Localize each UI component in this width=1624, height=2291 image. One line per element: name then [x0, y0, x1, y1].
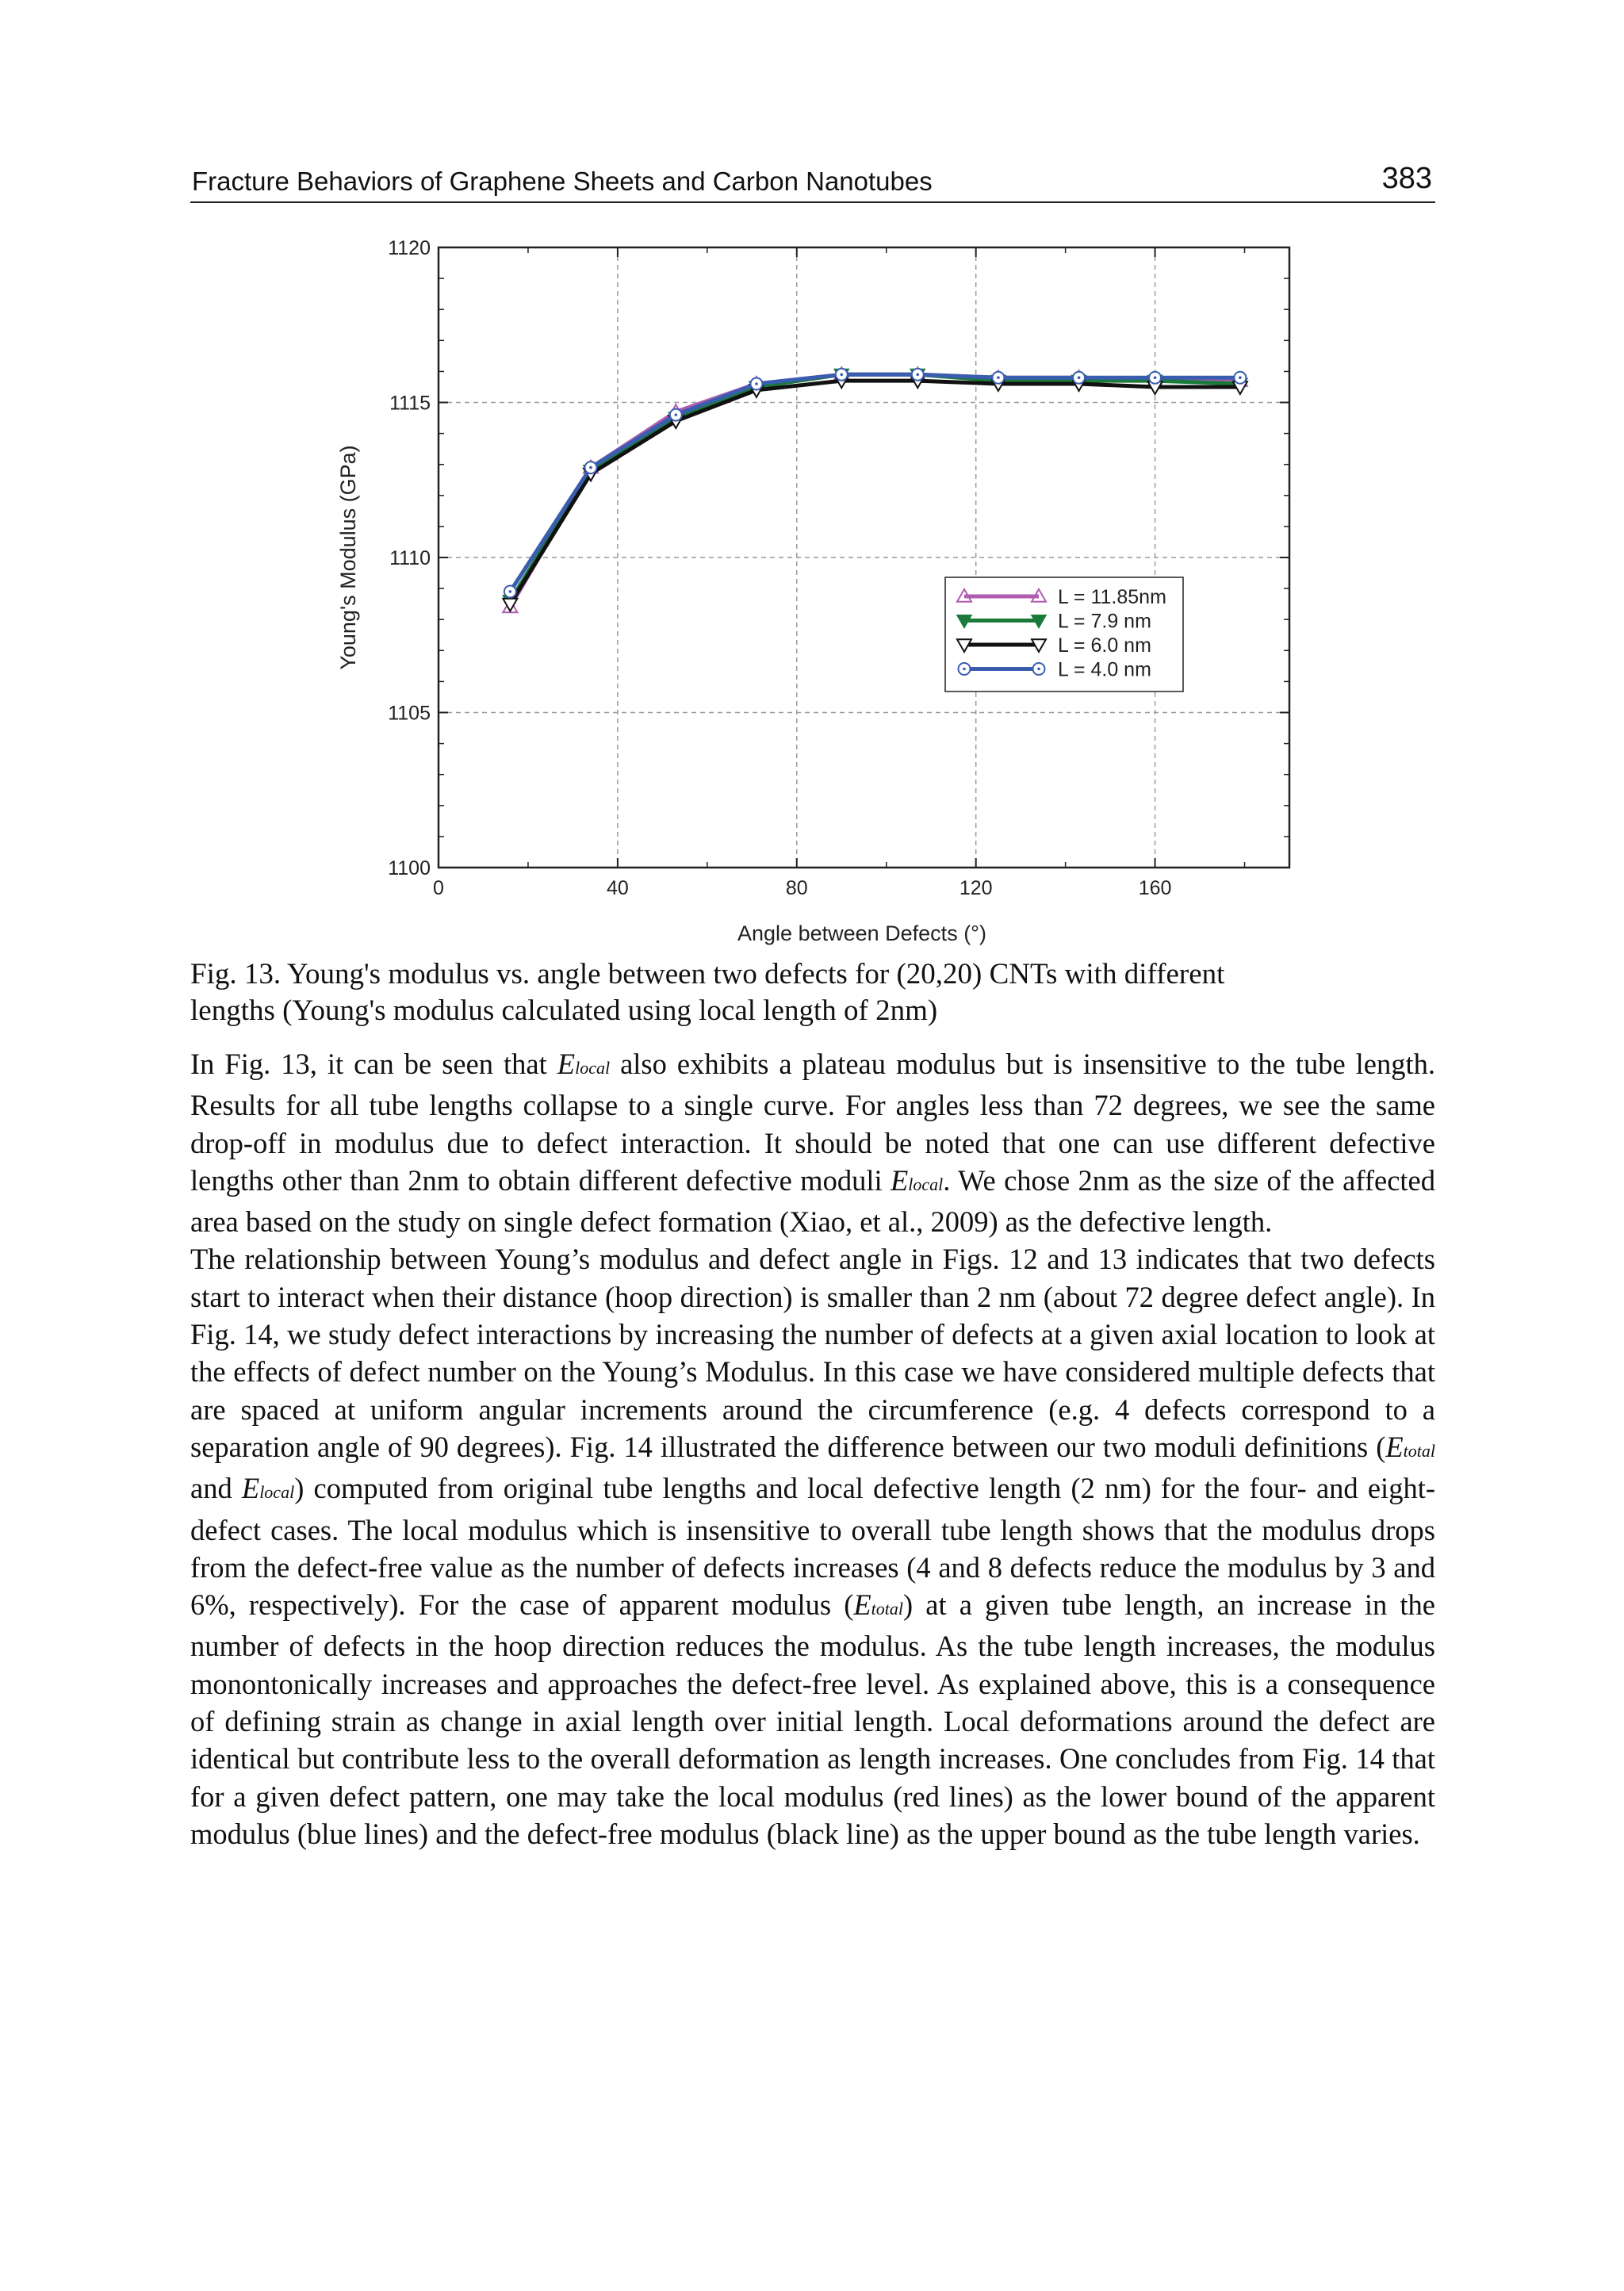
p1-subscript-local: local [575, 1058, 611, 1078]
y-axis-title: Young's Modulus (GPa) [336, 445, 360, 670]
legend-label: L = 7.9 nm [1058, 610, 1151, 633]
x-tick-label: 0 [433, 877, 444, 899]
series-line [510, 381, 1240, 604]
p2-subscript-total-2: total [871, 1599, 903, 1619]
p1-symbol-e2: E [890, 1163, 909, 1197]
paragraph-1 [190, 1045, 1435, 1240]
chart-legend [945, 577, 1183, 692]
x-tick-label: 40 [606, 877, 629, 899]
p2-text-a: The relationship between Young’s modulus and defect angle in Figs. 12 and 13 indicates that two defects start to interact when their distance (hoop direction) is smaller than 2 nm (about 72 degree defect angle). In Fig. 14, we study defect interactions by increasing the number of defects at a given axial location to look at the effects of defect number on the Young’s Modulus. In this case we have considered multiple defects that are spaced at uniform angular increments around the circumference (e.g. 4 defects correspond to a separation angle of 90 degrees). Fig. 14 illustrated the difference between our two moduli definitions ( [190, 1243, 1435, 1463]
p2-text-b: and [190, 1472, 242, 1505]
x-tick-label: 80 [785, 877, 808, 899]
data-point [670, 409, 682, 421]
body-text [190, 1045, 1435, 1852]
p1-symbol-e: E [557, 1048, 576, 1080]
chart-grid [439, 247, 1289, 868]
data-point [912, 369, 924, 381]
y-tick-label: 1105 [388, 702, 431, 725]
x-tick-label: 120 [959, 877, 993, 899]
p2-subscript-total: total [1403, 1440, 1435, 1461]
p2-text-c: ) computed from original tube lengths and local defective length (2 nm) for the four- and eight-defect cases. The local modulus which is insensitive to overall tube length shows that the modulus drops from the defect-free value as the number of defects increases (4 and 8 defects reduce the modulus by 3 and 6%, respectively). For the case of apparent modulus ( [190, 1472, 1435, 1622]
p2-text-d: ) at a given tube length, an increase in the number of defects in the hoop direction reduces the modulus. As the tube length increases, the modulus monontonically increases and approaches the defect-free level. As explained above, this is a consequence of defining strain as change in axial length over initial length. Local deformations around the defect are identical but contribute less to the overall deformation as length increases. One concludes from Fig. 14 that for a given defect pattern, one may take the local modulus (red lines) as the lower bound of the apparent modulus (blue lines) and the defect-free modulus (black line) as the upper bound as the tube length varies. [190, 1588, 1435, 1850]
paragraph-2 [190, 1240, 1435, 1852]
x-tick-label: 160 [1138, 877, 1172, 899]
data-point [585, 462, 597, 473]
y-tick-label: 1115 [389, 392, 431, 415]
p2-symbol-e: E [1385, 1430, 1404, 1463]
plot-frame [439, 247, 1289, 868]
p1-subscript-local-2: local [908, 1174, 944, 1194]
figure-13-chart [0, 0, 1624, 952]
running-title: Fracture Behaviors of Graphene Sheets and Carbon Nanotubes [192, 167, 933, 196]
legend-label: L = 11.85nm [1058, 586, 1166, 608]
data-point [1073, 372, 1085, 384]
series-1 [503, 370, 1247, 608]
caption-line-2: lengths (Young's modulus calculated using local length of 2nm) [190, 994, 938, 1027]
chart-ticks [439, 247, 1289, 868]
y-tick-label: 1110 [389, 547, 431, 569]
data-point [1234, 372, 1246, 384]
y-tick-label: 1120 [388, 237, 431, 259]
y-tick-label: 1100 [388, 857, 431, 879]
data-point [836, 369, 848, 381]
figure-caption [190, 956, 1435, 1029]
p2-subscript-local: local [259, 1482, 295, 1503]
series-line [510, 374, 1240, 607]
data-point [504, 586, 516, 598]
page-number: 383 [1381, 162, 1432, 195]
p1-text-b: also exhibits a plateau modulus but is insensitive to the tube length. Results for all tube lengths collapse to a single curve. For angles less than 72 degrees, we see the same drop-off in modulus due to defect interaction. It should be noted that one can use different defective lengths other than 2nm to obtain different defective moduli [190, 1048, 1435, 1197]
caption-line-1: Fig. 13. Young's modulus vs. angle between two defects for (20,20) CNTs with different [190, 958, 1225, 990]
legend-marker [1033, 663, 1045, 675]
p2-symbol-e3: E [853, 1588, 871, 1622]
p1-text-a: In Fig. 13, it can be seen that [190, 1048, 557, 1080]
data-point [750, 378, 762, 390]
series-line [510, 374, 1240, 600]
data-point [992, 372, 1004, 384]
series-line [510, 374, 1240, 592]
data-point [1149, 372, 1161, 384]
chart-series [503, 367, 1247, 612]
series-2 [503, 375, 1247, 611]
legend-label: L = 4.0 nm [1058, 658, 1151, 681]
p2-symbol-e2: E [241, 1472, 260, 1505]
chart-axis-labels [388, 237, 1171, 899]
series-0 [503, 367, 1247, 612]
legend-label: L = 6.0 nm [1058, 634, 1151, 657]
x-axis-title: Angle between Defects (°) [737, 921, 986, 945]
legend-marker [959, 663, 971, 675]
p1-text-c: . We chose 2nm as the size of the affected area based on the study on single defect formation (Xiao, et al., 2009) as the defective length. [190, 1163, 1435, 1239]
